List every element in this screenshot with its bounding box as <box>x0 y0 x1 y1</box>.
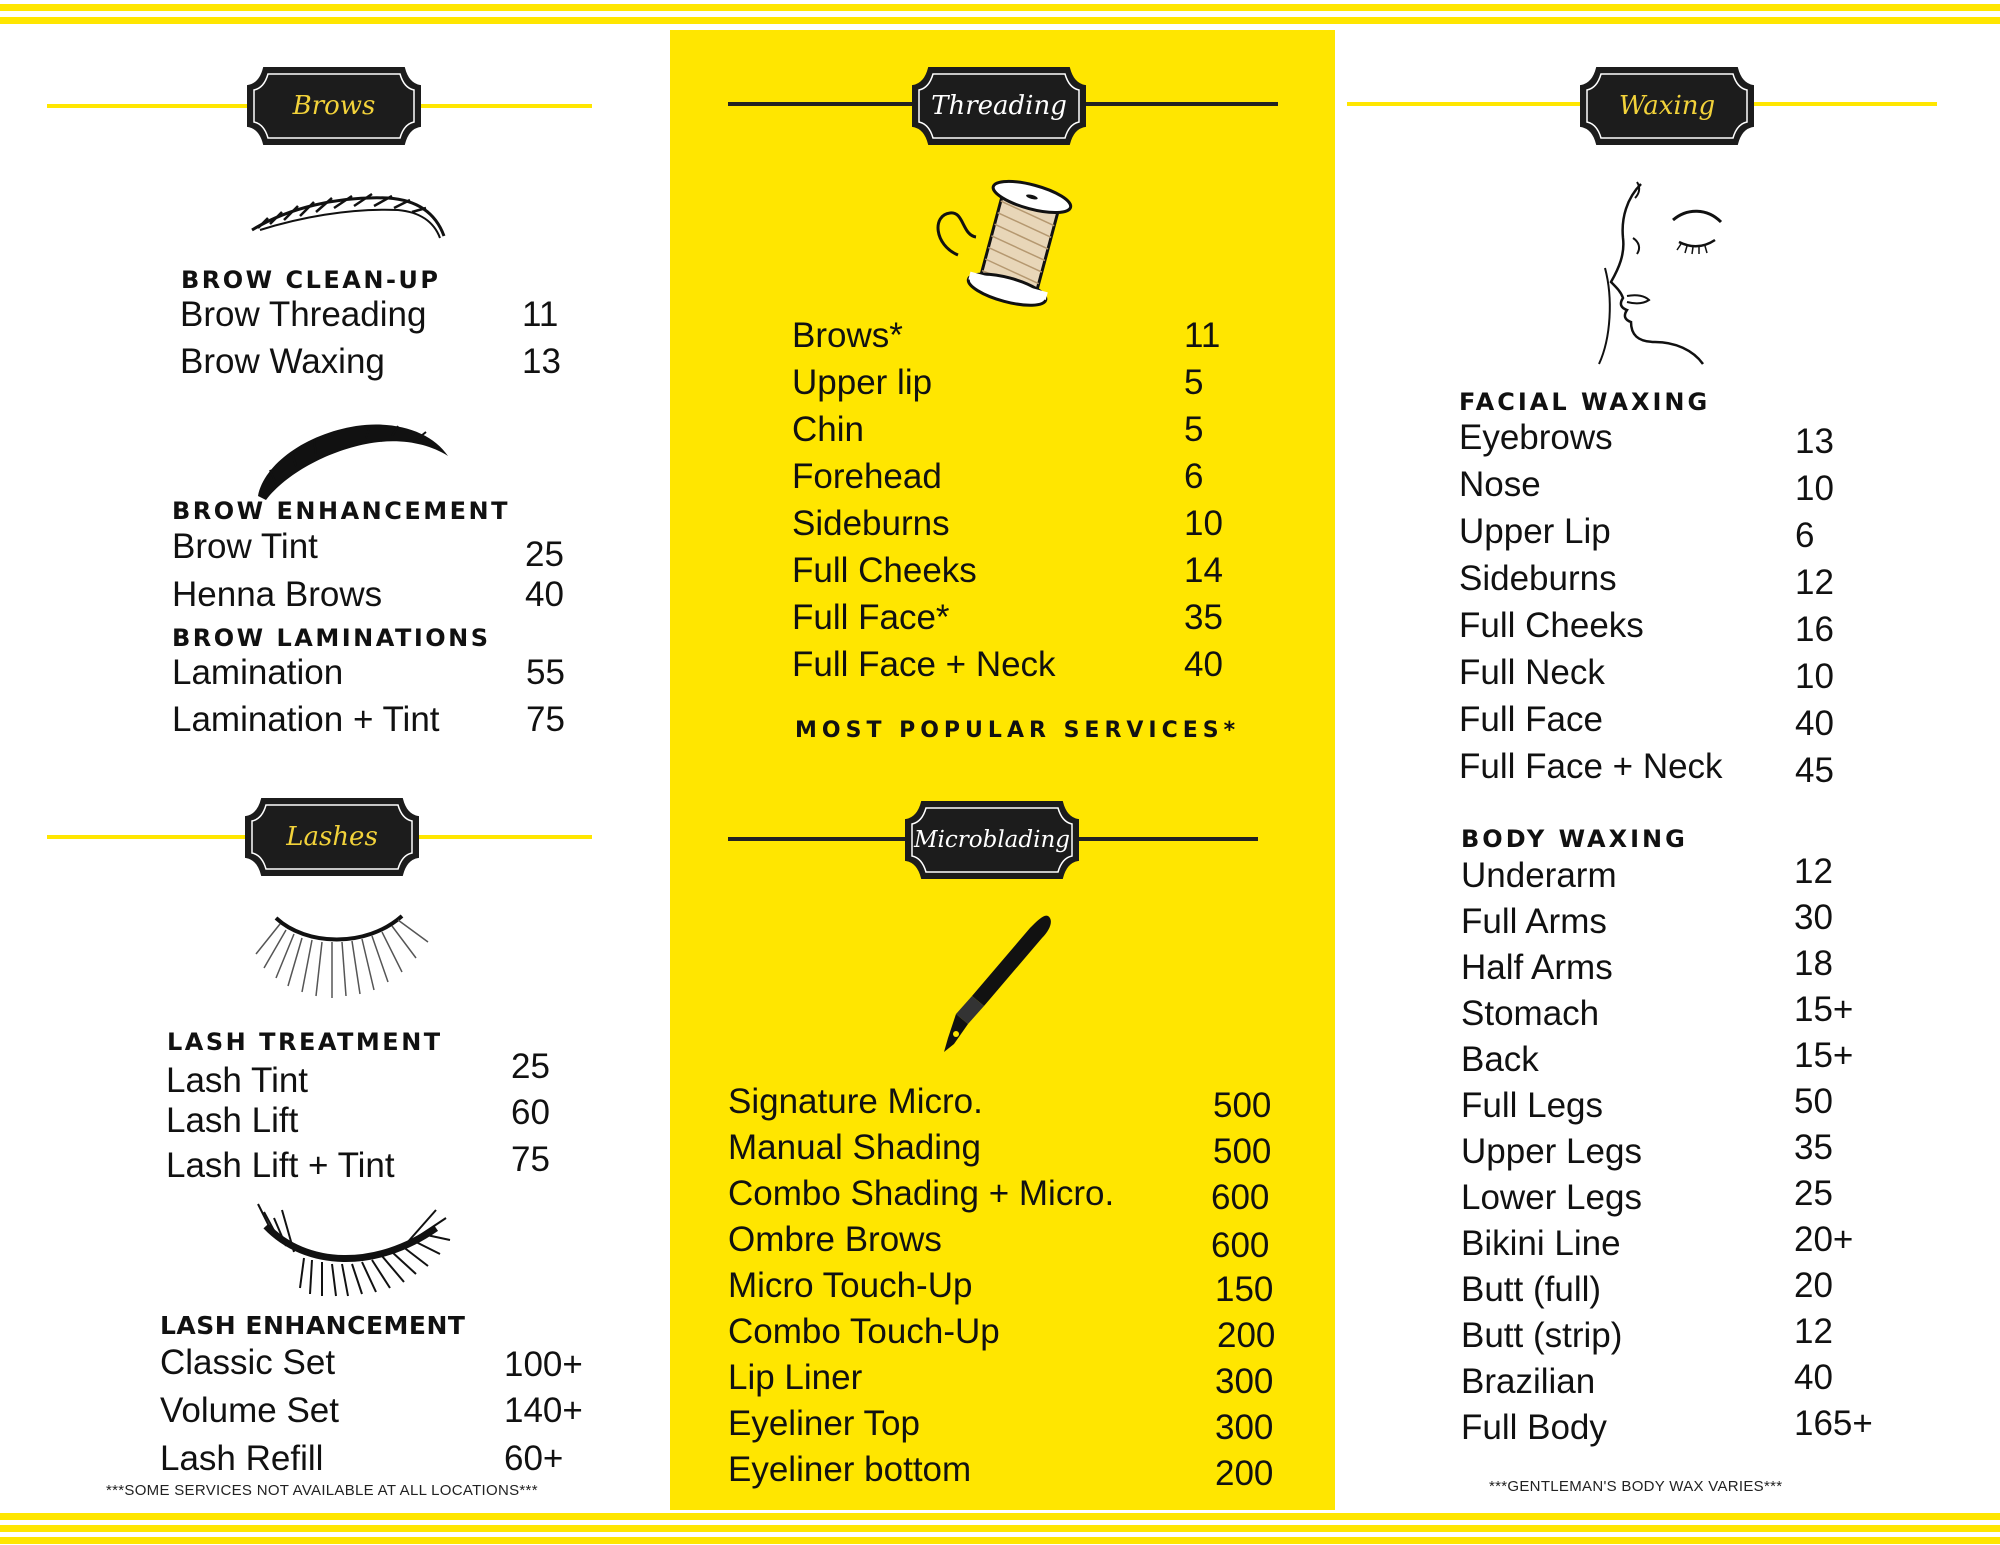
service-price: 10 <box>1795 657 1834 696</box>
service-name: Upper Legs <box>1461 1132 1642 1171</box>
service-price: 6 <box>1184 457 1204 496</box>
service-price: 18 <box>1794 944 1833 983</box>
waxing-column <box>1335 30 2000 1510</box>
service-name: Micro Touch-Up <box>728 1266 973 1305</box>
threading-badge <box>907 62 1091 150</box>
service-name: Lamination <box>172 653 344 692</box>
service-price: 75 <box>511 1140 550 1179</box>
service-name: Upper lip <box>792 363 933 402</box>
most-popular-note: MOST POPULAR SERVICES* <box>795 718 1241 743</box>
service-name: Full Cheeks <box>1459 606 1644 645</box>
microblade-pen-icon <box>938 910 1058 1060</box>
service-price: 300 <box>1215 1408 1274 1447</box>
service-name: Back <box>1461 1040 1539 1079</box>
service-price: 12 <box>1795 563 1834 602</box>
service-name: Nose <box>1459 465 1541 504</box>
service-price: 40 <box>1795 704 1834 743</box>
service-name: Signature Micro. <box>728 1082 983 1121</box>
brows-badge-label: Brows <box>292 91 376 121</box>
threading-microblading-column <box>670 30 1335 1510</box>
eyelash-icon <box>256 1198 456 1300</box>
brows-lashes-column <box>0 30 670 1510</box>
brow-enhancement-heading: BROW ENHANCEMENT <box>172 497 510 525</box>
service-price: 165+ <box>1794 1404 1873 1443</box>
lash-treatment-heading: LASH TREATMENT <box>167 1028 443 1056</box>
service-price: 500 <box>1213 1086 1272 1125</box>
waxing-badge-label: Waxing <box>1618 91 1716 121</box>
service-price: 600 <box>1211 1226 1270 1265</box>
service-name: Stomach <box>1461 994 1600 1033</box>
service-name: Manual Shading <box>728 1128 981 1167</box>
service-name: Half Arms <box>1461 948 1613 987</box>
service-name: Eyeliner bottom <box>728 1450 972 1489</box>
thread-spool-icon <box>928 175 1088 315</box>
service-price: 6 <box>1795 516 1815 555</box>
facial-waxing-heading: FACIAL WAXING <box>1459 388 1711 416</box>
service-price: 60 <box>511 1093 550 1132</box>
service-name: Full Face + Neck <box>1459 747 1723 786</box>
service-price: 11 <box>1184 316 1221 355</box>
locations-footnote: ***SOME SERVICES NOT AVAILABLE AT ALL LOCATIONS*** <box>106 1482 538 1499</box>
service-name: Lash Lift + Tint <box>166 1146 395 1185</box>
lash-enhancement-heading: LASH ENHANCEMENT <box>160 1311 466 1340</box>
service-name: Brow Threading <box>180 295 427 334</box>
service-name: Volume Set <box>160 1391 339 1430</box>
service-name: Sideburns <box>1459 559 1617 598</box>
service-price: 12 <box>1794 852 1833 891</box>
service-name: Classic Set <box>160 1343 336 1382</box>
service-name: Brow Tint <box>172 527 318 566</box>
eyebrow-icon <box>248 178 448 258</box>
service-price: 150 <box>1215 1270 1274 1309</box>
service-price: 300 <box>1215 1362 1274 1401</box>
brow-clean-up-heading: BROW CLEAN-UP <box>181 266 441 294</box>
service-name: Full Cheeks <box>792 551 977 590</box>
service-name: Chin <box>792 410 864 449</box>
service-name: Forehead <box>792 457 942 496</box>
service-price: 14 <box>1184 551 1223 590</box>
service-name: Full Body <box>1461 1408 1607 1447</box>
service-name: Lamination + Tint <box>172 700 440 739</box>
service-price: 13 <box>1795 422 1834 461</box>
service-price: 40 <box>1794 1358 1833 1397</box>
service-name: Butt (strip) <box>1461 1316 1623 1355</box>
service-price: 16 <box>1795 610 1834 649</box>
waxing-badge <box>1575 62 1759 150</box>
service-name: Henna Brows <box>172 575 383 614</box>
face-profile-icon <box>1597 178 1727 368</box>
service-name: Lip Liner <box>728 1358 863 1397</box>
service-price: 600 <box>1211 1178 1270 1217</box>
gentleman-wax-footnote: ***GENTLEMAN'S BODY WAX VARIES*** <box>1489 1478 1783 1495</box>
service-price: 30 <box>1794 898 1833 937</box>
service-price: 35 <box>1184 598 1223 637</box>
service-price: 20+ <box>1794 1220 1854 1259</box>
service-price: 13 <box>522 342 561 381</box>
service-name: Eyeliner Top <box>728 1404 920 1443</box>
service-name: Full Arms <box>1461 902 1607 941</box>
service-name: Brows* <box>792 316 903 355</box>
service-price: 12 <box>1794 1312 1833 1351</box>
service-name: Bikini Line <box>1461 1224 1621 1263</box>
service-price: 200 <box>1215 1454 1274 1493</box>
service-price: 25 <box>511 1047 550 1086</box>
service-name: Full Face <box>1459 700 1603 739</box>
service-price: 500 <box>1213 1132 1272 1171</box>
service-price: 140+ <box>504 1391 583 1430</box>
brows-badge <box>242 62 426 150</box>
service-name: Brazilian <box>1461 1362 1596 1401</box>
service-name: Combo Touch-Up <box>728 1312 1000 1351</box>
service-name: Upper Lip <box>1459 512 1611 551</box>
eyebrow-icon <box>256 404 451 502</box>
service-price: 20 <box>1794 1266 1833 1305</box>
service-price: 40 <box>1184 645 1223 684</box>
service-name: Full Face + Neck <box>792 645 1056 684</box>
service-name: Full Neck <box>1459 653 1605 692</box>
service-name: Lash Refill <box>160 1439 324 1478</box>
microblading-badge-label: Microblading <box>913 827 1071 853</box>
service-price: 55 <box>526 653 565 692</box>
service-name: Combo Shading + Micro. <box>728 1174 1115 1213</box>
service-name: Brow Waxing <box>180 342 385 381</box>
service-price: 10 <box>1184 504 1223 543</box>
service-name: Lash Tint <box>166 1061 309 1100</box>
service-price: 10 <box>1795 469 1834 508</box>
service-name: Butt (full) <box>1461 1270 1602 1309</box>
service-price: 11 <box>522 295 559 334</box>
service-price: 15+ <box>1794 1036 1854 1075</box>
service-price: 15+ <box>1794 990 1854 1029</box>
bottom-stripes <box>0 1510 2000 1545</box>
service-price: 5 <box>1184 410 1204 449</box>
service-name: Full Face* <box>792 598 950 637</box>
top-stripes <box>0 0 2000 30</box>
service-price: 50 <box>1794 1082 1833 1121</box>
service-price: 35 <box>1794 1128 1833 1167</box>
service-name: Underarm <box>1461 856 1617 895</box>
service-price: 25 <box>1794 1174 1833 1213</box>
lashes-badge-label: Lashes <box>286 822 378 852</box>
service-price: 100+ <box>504 1345 583 1384</box>
service-price: 75 <box>526 700 565 739</box>
service-name: Lash Lift <box>166 1101 299 1140</box>
eyelash-icon <box>246 906 436 1016</box>
brow-laminations-heading: BROW LAMINATIONS <box>172 624 491 652</box>
service-name: Sideburns <box>792 504 950 543</box>
service-price: 45 <box>1795 751 1834 790</box>
body-waxing-heading: BODY WAXING <box>1461 825 1688 853</box>
service-name: Lower Legs <box>1461 1178 1642 1217</box>
microblading-badge <box>900 796 1084 884</box>
service-price: 5 <box>1184 363 1204 402</box>
service-price: 200 <box>1217 1316 1276 1355</box>
service-name: Eyebrows <box>1459 418 1613 457</box>
service-name: Full Legs <box>1461 1086 1604 1125</box>
service-price: 25 <box>525 535 564 574</box>
threading-badge-label: Threading <box>931 91 1067 121</box>
service-price: 60+ <box>504 1439 564 1478</box>
service-price: 40 <box>525 575 564 614</box>
service-name: Ombre Brows <box>728 1220 942 1259</box>
lashes-badge <box>240 793 424 881</box>
